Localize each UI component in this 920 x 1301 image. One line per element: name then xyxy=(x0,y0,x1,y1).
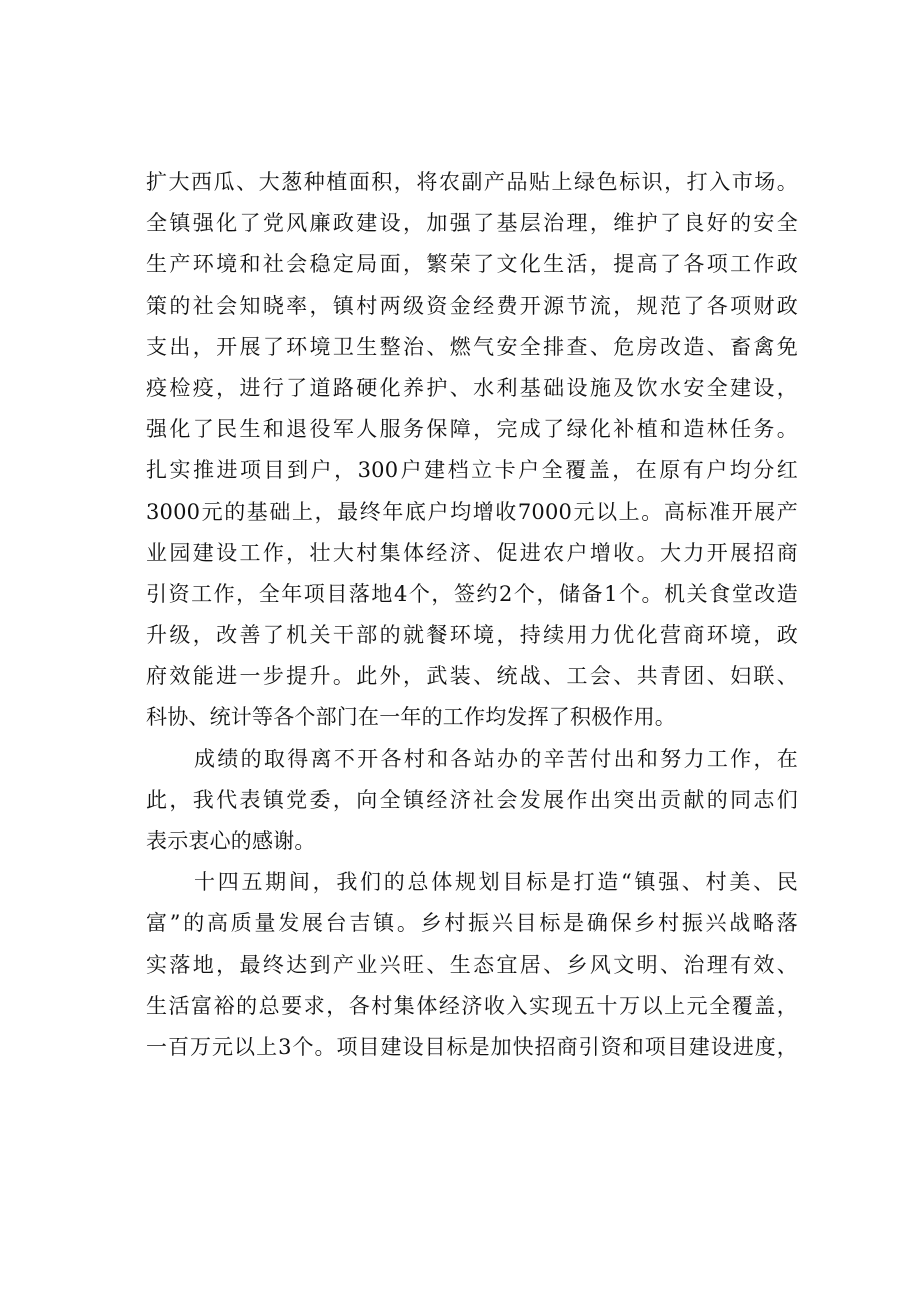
text-line: 策的社会知晓率，镇村两级资金经费开源节流，规范了各项财政 xyxy=(146,293,798,318)
text-line: 支出，开展了环境卫生整治、燃气安全排查、危房改造、畜禽免 xyxy=(146,334,798,359)
document-body xyxy=(146,162,798,1068)
text-line: 十四五期间，我们的总体规划目标是打造“镇强、村美、民 xyxy=(194,870,798,895)
text-line: 扎实推进项目到户，300户建档立卡户全覆盖，在原有户均分红 xyxy=(146,458,798,483)
text-line: 升级，改善了机关干部的就餐环境，持续用力优化营商环境，政 xyxy=(146,623,798,648)
text-line: 生产环境和社会稳定局面，繁荣了文化生活，提高了各项工作政 xyxy=(146,252,798,277)
text-line: 表示衷心的感谢。 xyxy=(146,829,316,853)
text-line: 实落地，最终达到产业兴旺、生态宜居、乡风文明、治理有效、 xyxy=(146,952,798,977)
text-line: 科协、统计等各个部门在一年的工作均发挥了积极作用。 xyxy=(146,705,676,730)
text-line: 3000元的基础上，最终年底户均增收7000元以上。高标准开展产 xyxy=(146,499,798,524)
text-line: 全镇强化了党风廉政建设，加强了基层治理，维护了良好的安全 xyxy=(146,211,798,236)
text-line: 富”的高质量发展台吉镇。乡村振兴目标是确保乡村振兴战略落 xyxy=(146,911,798,936)
text-line: 业园建设工作，壮大村集体经济、促进农户增收。大力开展招商 xyxy=(146,540,798,565)
text-line: 此，我代表镇党委，向全镇经济社会发展作出突出贡献的同志们 xyxy=(146,787,798,812)
text-line: 成绩的取得离不开各村和各站办的辛苦付出和努力工作，在 xyxy=(194,746,798,771)
text-line: 府效能进一步提升。此外，武装、统战、工会、共青团、妇联、 xyxy=(146,664,798,689)
text-line: 生活富裕的总要求，各村集体经济收入实现五十万以上元全覆盖， xyxy=(146,993,798,1018)
text-line: 强化了民生和退役军人服务保障，完成了绿化补植和造林任务。 xyxy=(146,417,798,442)
text-line: 扩大西瓜、大葱种植面积，将农副产品贴上绿色标识，打入市场。 xyxy=(146,170,798,194)
text-line: 引资工作，全年项目落地4个，签约2个，储备1个。机关食堂改造 xyxy=(146,581,798,606)
text-line: 疫检疫，进行了道路硬化养护、水利基础设施及饮水安全建设， xyxy=(146,375,798,400)
text-line: 一百万元以上3个。项目建设目标是加快招商引资和项目建设进度， xyxy=(146,1034,798,1059)
